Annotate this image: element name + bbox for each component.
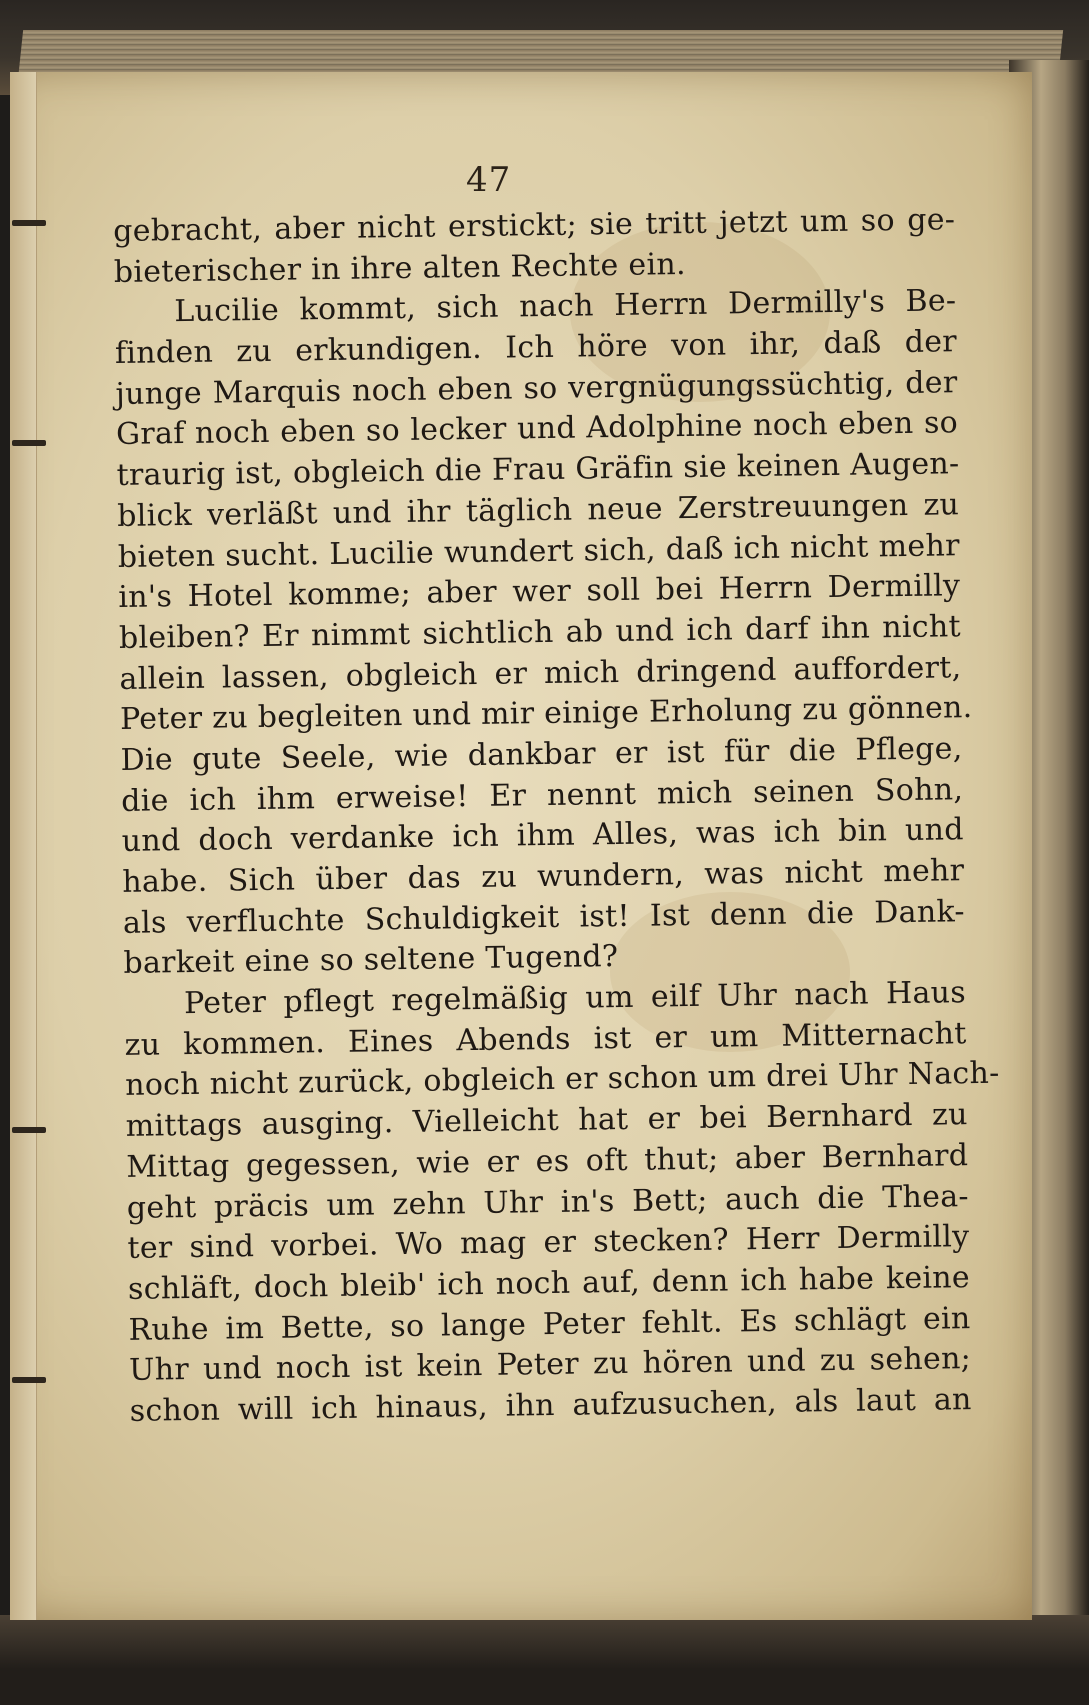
text-line: schon will ich hinaus, ihn aufzusuchen, als laut an	[129, 1382, 972, 1429]
body-text	[113, 200, 1000, 1432]
margin-mark	[12, 440, 46, 446]
text-line: habe. Sich über das zu wundern, was nicht mehr	[122, 853, 965, 900]
margin-mark	[12, 220, 46, 226]
text-line: Die gute Seele, wie dankbar er ist für die Pflege,	[120, 731, 963, 778]
text-line: finden zu erkundigen. Ich höre von ihr, daß der	[114, 324, 958, 372]
text-line: mittags ausging. Vielleicht hat er bei Bernhard zu	[125, 1097, 968, 1145]
text-line: bieterischer in ihre alten Rechte ein.	[113, 246, 687, 290]
text-line: die ich ihm erweise! Er nennt mich seinen Sohn,	[120, 771, 964, 819]
margin-mark	[12, 1377, 46, 1383]
text-line: junge Marquis noch eben so vergnügungssüchtig, der	[115, 364, 958, 412]
text-line: blick verläßt und ihr täglich neue Zerstreuungen zu	[117, 487, 960, 534]
text-line: Lucilie kommt, sich nach Herrn Dermilly's Be-	[174, 283, 957, 330]
text-line: gebracht, aber nicht erstickt; sie tritt jetzt um so ge-	[113, 202, 956, 249]
text-line: geht präcis um zehn Uhr in's Bett; auch die Thea-	[126, 1178, 970, 1226]
text-line: Peter zu begleiten und mir einige Erholung zu gönnen.	[119, 690, 973, 738]
text-line: als verfluchte Schuldigkeit ist! Ist denn die Dank-	[122, 893, 966, 941]
text-line: in's Hotel komme; aber wer soll bei Herrn Dermilly	[118, 568, 961, 616]
text-line: bieten sucht. Lucilie wundert sich, daß ich nicht mehr	[117, 527, 960, 575]
text-line: barkeit eine so seltene Tugend?	[123, 939, 619, 982]
text-line: Mittag gegessen, wie er es oft thut; aber Bernhard	[126, 1137, 969, 1185]
text-line: ter sind vorbei. Wo mag er stecken? Herr Dermilly	[127, 1219, 970, 1267]
text-line: noch nicht zurück, obgleich er schon um drei Uhr Nach-	[124, 1056, 1000, 1104]
text-line: Uhr und noch ist kein Peter zu hören und zu sehen;	[128, 1341, 972, 1389]
book-bottom-backdrop	[0, 1615, 1089, 1705]
page-number: 47	[466, 160, 512, 200]
margin-mark	[12, 1127, 46, 1133]
text-line: Ruhe im Bette, so lange Peter fehlt. Es schlägt ein	[128, 1300, 971, 1348]
text-line: schläft, doch bleib' ich noch auf, denn ich habe keine	[127, 1260, 971, 1307]
text-line: allein lassen, obgleich er mich dringend auffordert,	[119, 649, 962, 697]
page-gutter	[10, 72, 37, 1620]
text-line: traurig ist, obgleich die Frau Gräfin sie keinen Augen-	[116, 446, 960, 494]
text-line: Graf noch eben so lecker und Adolphine noch eben so	[115, 405, 959, 453]
text-line: zu kommen. Eines Abends ist er um Mitternacht	[124, 1015, 967, 1063]
text-line: Peter pflegt regelmäßig um eilf Uhr nach Haus	[183, 975, 967, 1022]
text-line: bleiben? Er nimmt sichtlich ab und ich darf ihn nicht	[118, 609, 962, 656]
text-line: und doch verdanke ich ihm Alles, was ich bin und	[121, 812, 964, 860]
